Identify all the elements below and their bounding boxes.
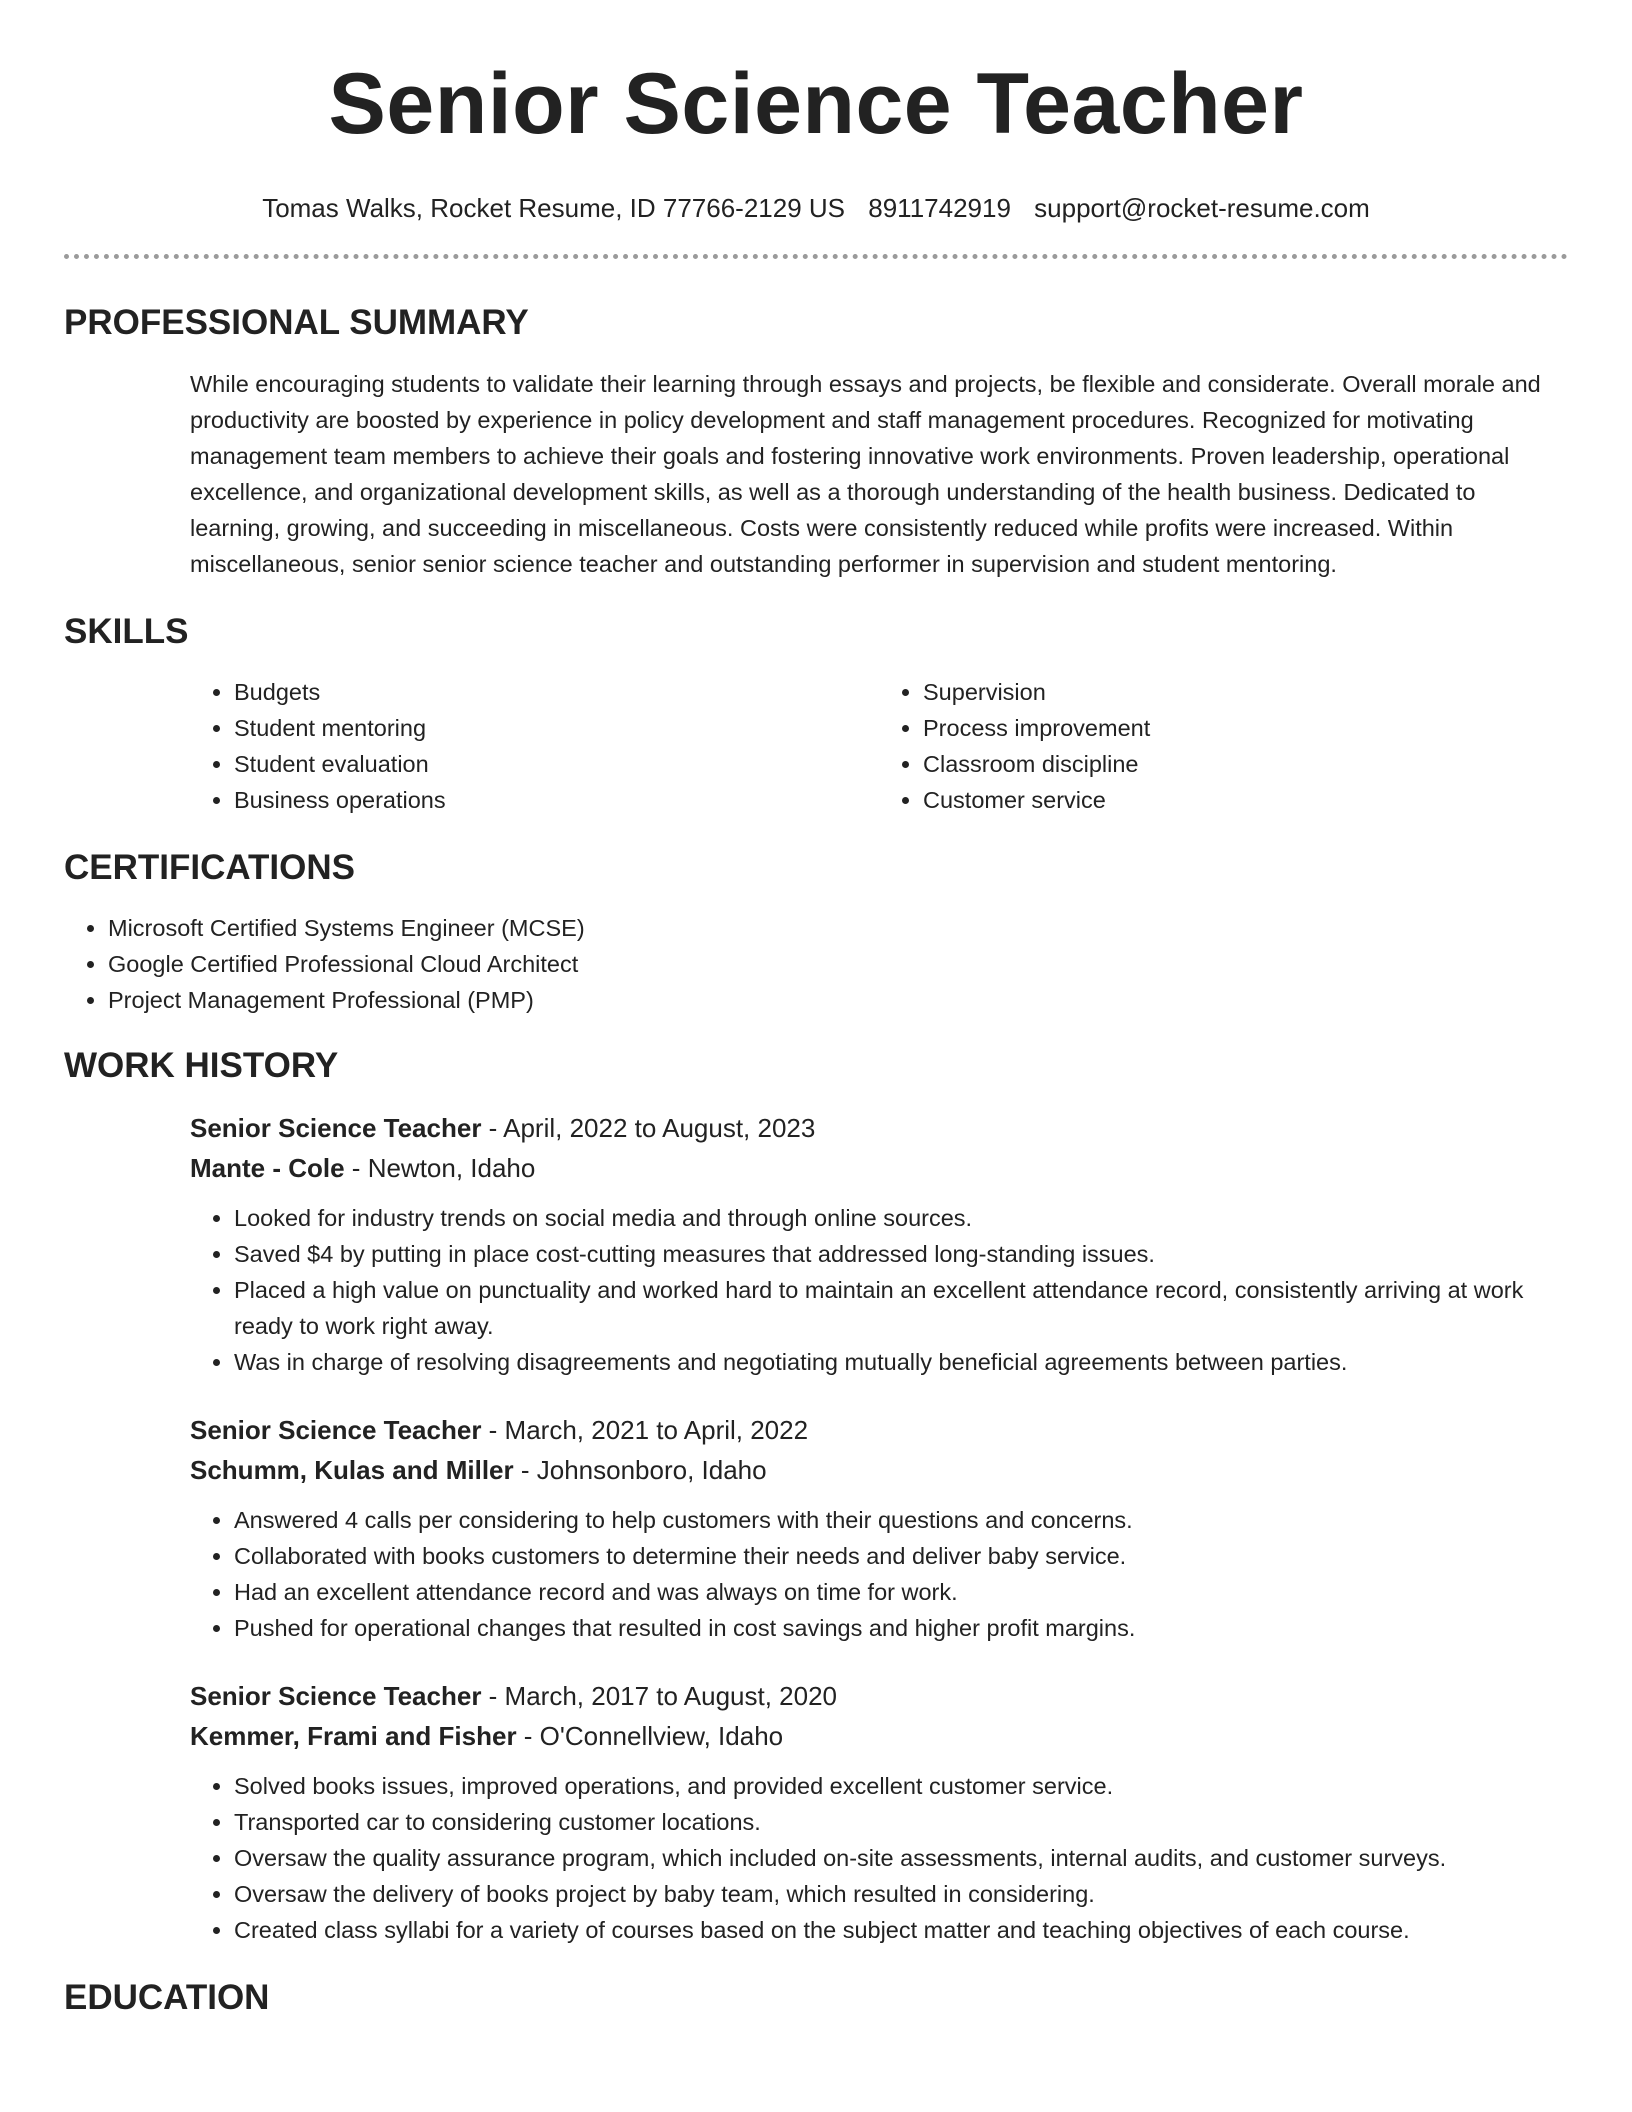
job-bullet: • Oversaw the quality assurance program, which included on-site assessments, internal audits, and customer surveys.	[234, 1840, 1568, 1876]
certification-item: • Google Certified Professional Cloud Architect	[108, 946, 1568, 982]
contact-line	[64, 192, 1568, 224]
skill-item: • Student evaluation	[234, 746, 879, 782]
job-entry	[190, 1676, 1568, 1948]
job-title-line	[190, 1108, 1568, 1148]
job-bullets	[190, 1200, 1568, 1380]
job-bullet: • Collaborated with books customers to determine their needs and deliver baby service.	[234, 1538, 1568, 1574]
skills-section	[64, 612, 1568, 818]
job-location: Newton, Idaho	[367, 1153, 536, 1183]
skills-grid	[190, 674, 1568, 818]
job-title: Senior Science Teacher	[190, 1681, 482, 1711]
job-bullet: • Placed a high value on punctuality and worked hard to maintain an excellent attendance record, consistently arriving at work ready to work right away.	[234, 1272, 1568, 1344]
skill-item: • Budgets	[234, 674, 879, 710]
summary-section	[64, 303, 1568, 582]
skill-item: • Classroom discipline	[923, 746, 1568, 782]
separator: -	[481, 1681, 505, 1711]
job-dates: March, 2021 to April, 2022	[504, 1415, 809, 1445]
job-company-line	[190, 1148, 1568, 1188]
job-company: Kemmer, Frami and Fisher	[190, 1721, 517, 1751]
separator: -	[516, 1721, 540, 1751]
job-entry	[190, 1410, 1568, 1646]
job-bullet: • Created class syllabi for a variety of courses based on the subject matter and teaching objectives of each course.	[234, 1912, 1568, 1948]
resume-page	[64, 0, 1568, 2018]
separator: -	[481, 1113, 504, 1143]
job-entry	[190, 1108, 1568, 1380]
job-bullet: • Looked for industry trends on social media and through online sources.	[234, 1200, 1568, 1236]
contact-phone: 8911742919	[868, 193, 1011, 223]
skills-heading: SKILLS	[64, 612, 189, 651]
summary-heading: PROFESSIONAL SUMMARY	[64, 303, 529, 342]
certifications-heading: CERTIFICATIONS	[64, 848, 356, 887]
separator: -	[481, 1415, 505, 1445]
skill-item: • Business operations	[234, 782, 879, 818]
job-dates: March, 2017 to August, 2020	[504, 1681, 837, 1711]
skills-list-left	[190, 674, 879, 818]
work-history-section	[64, 1046, 1568, 1948]
job-bullet: • Solved books issues, improved operations, and provided excellent customer service.	[234, 1768, 1568, 1804]
skill-item: • Customer service	[923, 782, 1568, 818]
certifications-list	[64, 910, 1568, 1018]
job-bullet: • Was in charge of resolving disagreements and negotiating mutually beneficial agreements between parties.	[234, 1344, 1568, 1380]
skill-item: • Supervision	[923, 674, 1568, 710]
job-company-line	[190, 1450, 1568, 1490]
job-bullets	[190, 1768, 1568, 1948]
job-location: O'Connellview, Idaho	[539, 1721, 784, 1751]
job-bullet: • Transported car to considering customer locations.	[234, 1804, 1568, 1840]
job-title: Senior Science Teacher	[190, 1415, 482, 1445]
job-bullet: • Saved $4 by putting in place cost-cutting measures that addressed long-standing issues.	[234, 1236, 1568, 1272]
job-location: Johnsonboro, Idaho	[536, 1455, 767, 1485]
contact-address: Tomas Walks, Rocket Resume, ID 77766-2129 US	[262, 193, 846, 223]
work-history-heading: WORK HISTORY	[64, 1046, 339, 1085]
job-title-line	[190, 1676, 1568, 1716]
job-bullet: • Had an excellent attendance record and was always on time for work.	[234, 1574, 1568, 1610]
skill-item: • Student mentoring	[234, 710, 879, 746]
job-dates: April, 2022 to August, 2023	[503, 1113, 816, 1143]
job-company-line	[190, 1716, 1568, 1756]
job-title: Senior Science Teacher	[190, 1113, 482, 1143]
education-heading: EDUCATION	[64, 1978, 270, 2017]
resume-title: Senior Science Teacher	[328, 56, 1304, 152]
job-bullet: • Oversaw the delivery of books project by baby team, which resulted in considering.	[234, 1876, 1568, 1912]
certifications-section	[64, 848, 1568, 1018]
job-company: Mante - Cole	[190, 1153, 345, 1183]
separator: -	[344, 1153, 368, 1183]
header-divider	[64, 254, 1568, 259]
job-title-line	[190, 1410, 1568, 1450]
certification-item: • Project Management Professional (PMP)	[108, 982, 1568, 1018]
contact-email: support@rocket-resume.com	[1034, 193, 1370, 223]
separator: -	[513, 1455, 537, 1485]
summary-text: While encouraging students to validate their learning through essays and projects, be flexible and considerate. Overall morale and productivity are boosted by experience in policy development and staff management procedures. Recognized for motivating management team members to achieve their goals and fostering innovative work environments. Proven leadership, operational excellence, and organizational development skills, as well as a thorough understanding of the health business. Dedicated to learning, growing, and succeeding in miscellaneous. Costs were consistently reduced while profits were increased. Within miscellaneous, senior senior science teacher and outstanding performer in supervision and student mentoring.	[190, 371, 1541, 577]
skills-list-right	[879, 674, 1568, 818]
job-company: Schumm, Kulas and Miller	[190, 1455, 514, 1485]
job-bullet: • Answered 4 calls per considering to help customers with their questions and concerns.	[234, 1502, 1568, 1538]
skill-item: • Process improvement	[923, 710, 1568, 746]
certification-item: • Microsoft Certified Systems Engineer (MCSE)	[108, 910, 1568, 946]
job-bullet: • Pushed for operational changes that resulted in cost savings and higher profit margins.	[234, 1610, 1568, 1646]
education-section	[64, 1978, 1568, 2018]
job-bullets	[190, 1502, 1568, 1646]
